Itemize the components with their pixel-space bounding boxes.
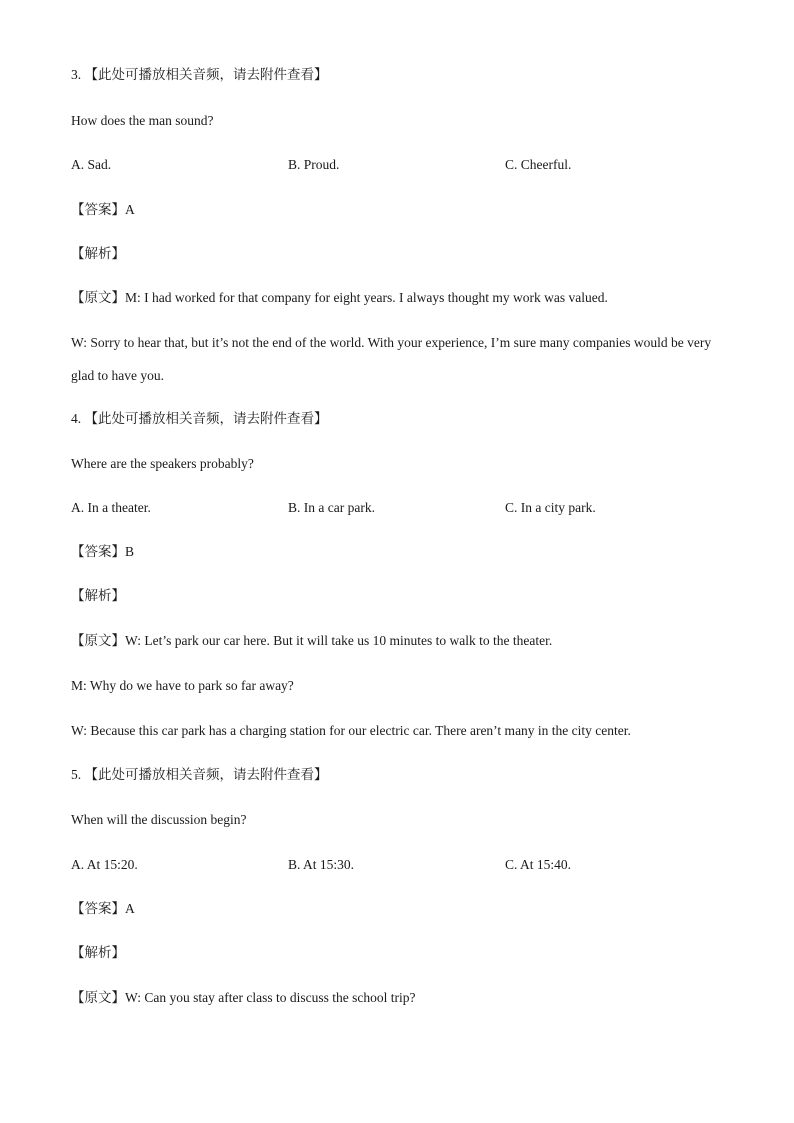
transcript-text: W: Can you stay after class to discuss the school trip?	[125, 990, 416, 1005]
analysis-label: 【解析】	[71, 246, 125, 262]
option-a: A. In a theater.	[71, 500, 151, 515]
question-3-text: How does the man sound?	[71, 113, 214, 128]
question-4-heading	[71, 410, 734, 428]
option-a: A. At 15:20.	[71, 857, 138, 872]
question-5-text: When will the discussion begin?	[71, 812, 247, 827]
answer-line	[71, 900, 734, 918]
answer-value: B	[125, 544, 135, 559]
transcript-line: W: Sorry to hear that, but it’s not the end of the world. With your experience, I’m sure many companies would be very glad to have you.	[71, 335, 712, 383]
audio-note: 【此处可播放相关音频，请去附件查看】	[84, 67, 328, 83]
question-3-heading	[71, 66, 734, 84]
transcript-label: 【原文】	[71, 633, 125, 649]
question-4-text: Where are the speakers probably?	[71, 456, 254, 471]
question-number: 4.	[71, 411, 82, 426]
transcript-line: M: Why do we have to park so far away?	[71, 678, 294, 693]
question-number: 3.	[71, 67, 82, 82]
transcript-line: W: Because this car park has a charging station for our electric car. There aren’t many in the city center.	[71, 723, 631, 738]
audio-note: 【此处可播放相关音频，请去附件查看】	[84, 411, 328, 427]
question-5-heading	[71, 766, 734, 784]
answer-label: 【答案】	[71, 901, 125, 917]
transcript-line	[71, 632, 734, 650]
answer-label: 【答案】	[71, 544, 125, 560]
option-b: B. At 15:30.	[288, 857, 355, 872]
audio-note: 【此处可播放相关音频，请去附件查看】	[84, 767, 328, 783]
transcript-label: 【原文】	[71, 990, 125, 1006]
answer-line	[71, 201, 734, 219]
option-c: C. Cheerful.	[505, 157, 572, 172]
answer-line	[71, 543, 734, 561]
transcript-line	[71, 989, 734, 1007]
question-number: 5.	[71, 767, 82, 782]
transcript-line	[71, 289, 734, 307]
analysis-label: 【解析】	[71, 945, 125, 961]
option-c: C. In a city park.	[505, 500, 596, 515]
option-b: B. Proud.	[288, 157, 340, 172]
answer-value: A	[125, 202, 135, 217]
option-b: B. In a car park.	[288, 500, 375, 515]
analysis-label: 【解析】	[71, 588, 125, 604]
answer-value: A	[125, 901, 135, 916]
option-a: A. Sad.	[71, 157, 112, 172]
answer-label: 【答案】	[71, 202, 125, 218]
transcript-text: M: I had worked for that company for eight years. I always thought my work was valued.	[125, 290, 608, 305]
option-c: C. At 15:40.	[505, 857, 572, 872]
transcript-text: W: Let’s park our car here. But it will take us 10 minutes to walk to the theater.	[125, 633, 553, 648]
transcript-label: 【原文】	[71, 290, 125, 306]
